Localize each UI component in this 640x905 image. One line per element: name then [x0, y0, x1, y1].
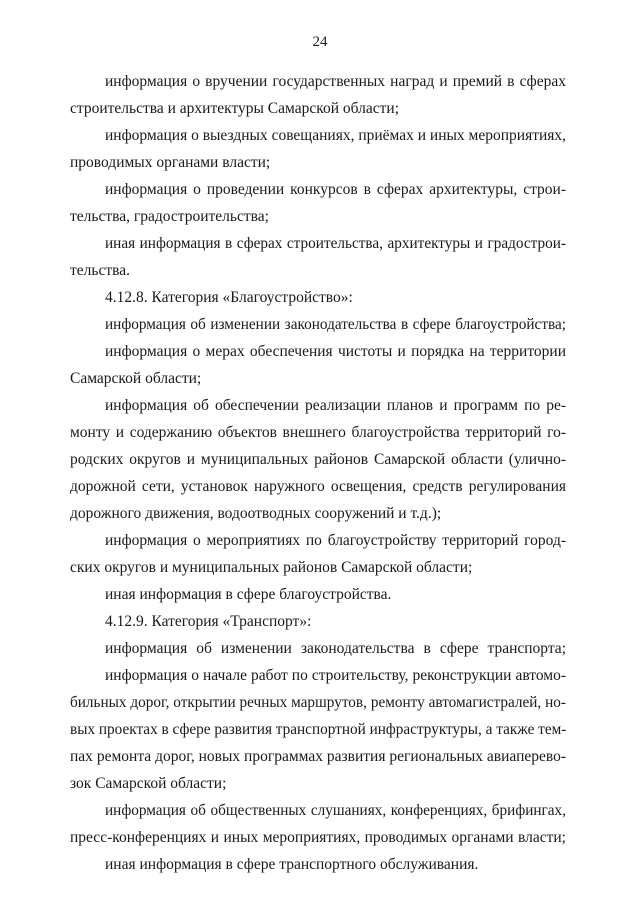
- paragraph-line: бильных дорог, открытии речных маршрутов, ремонту автомагистралей, но-: [70, 694, 566, 711]
- paragraph-line: пресс-конференциях и иных мероприятиях, проводимых органами власти;: [70, 829, 566, 846]
- page-number: 24: [312, 34, 328, 50]
- paragraph-line: дорожного движения, водоотводных сооружений и т.д.);: [70, 505, 442, 522]
- paragraph-line: информация об изменении законодательства в сфере транспорта;: [105, 640, 566, 657]
- paragraph-line: информация о вручении государственных наград и премий в сферах: [105, 73, 566, 90]
- paragraph-line: пах ремонта дорог, новых программах развития региональных авиаперево-: [70, 748, 566, 765]
- paragraph-line: информация о мероприятиях по благоустройству территорий город-: [105, 532, 566, 549]
- paragraph-line: информация об общественных слушаниях, конференциях, брифингах,: [105, 802, 566, 819]
- paragraph-line: информация о начале работ по строительству, реконструкции автомо-: [105, 667, 566, 684]
- paragraph-line: ских округов и муниципальных районов Самарской области;: [70, 559, 473, 576]
- paragraph-line: информация о проведении конкурсов в сферах архитектуры, строи-: [105, 181, 566, 198]
- paragraph-line: монту и содержанию объектов внешнего благоустройства территорий го-: [70, 424, 566, 441]
- paragraph-line: дорожной сети, установок наружного освещения, средств регулирования: [70, 478, 566, 495]
- paragraph-line: информация об обеспечении реализации планов и программ по ре-: [105, 397, 566, 414]
- paragraph-line: проводимых органами власти;: [70, 154, 271, 171]
- paragraph-line: родских округов и муниципальных районов Самарской области (улично-: [70, 451, 566, 468]
- paragraph-line: иная информация в сферах строительства, архитектуры и градострои-: [105, 235, 566, 252]
- paragraph-line: вых проектах в сфере развития транспортной инфраструктуры, а также тем-: [70, 721, 567, 738]
- paragraph-line: строительства и архитектуры Самарской области;: [70, 100, 400, 117]
- paragraph-line: иная информация в сфере благоустройства.: [105, 586, 392, 603]
- paragraph-line: тельства, градостроительства;: [70, 208, 269, 225]
- paragraph-line: информация об изменении законодательства в сфере благоустройства;: [105, 316, 566, 333]
- paragraph-line: информация о мерах обеспечения чистоты и порядка на территории: [105, 343, 566, 360]
- paragraph-line: иная информация в сфере транспортного обслуживания.: [105, 856, 479, 873]
- paragraph-line: информация о выездных совещаниях, приёмах и иных мероприятиях,: [105, 127, 567, 144]
- paragraph-line: зок Самарской области;: [70, 775, 227, 792]
- section-heading: 4.12.8. Категория «Благоустройство»:: [105, 289, 353, 306]
- paragraph-line: тельства.: [70, 262, 130, 279]
- section-heading: 4.12.9. Категория «Транспорт»:: [105, 613, 312, 630]
- paragraph-line: Самарской области;: [70, 370, 202, 387]
